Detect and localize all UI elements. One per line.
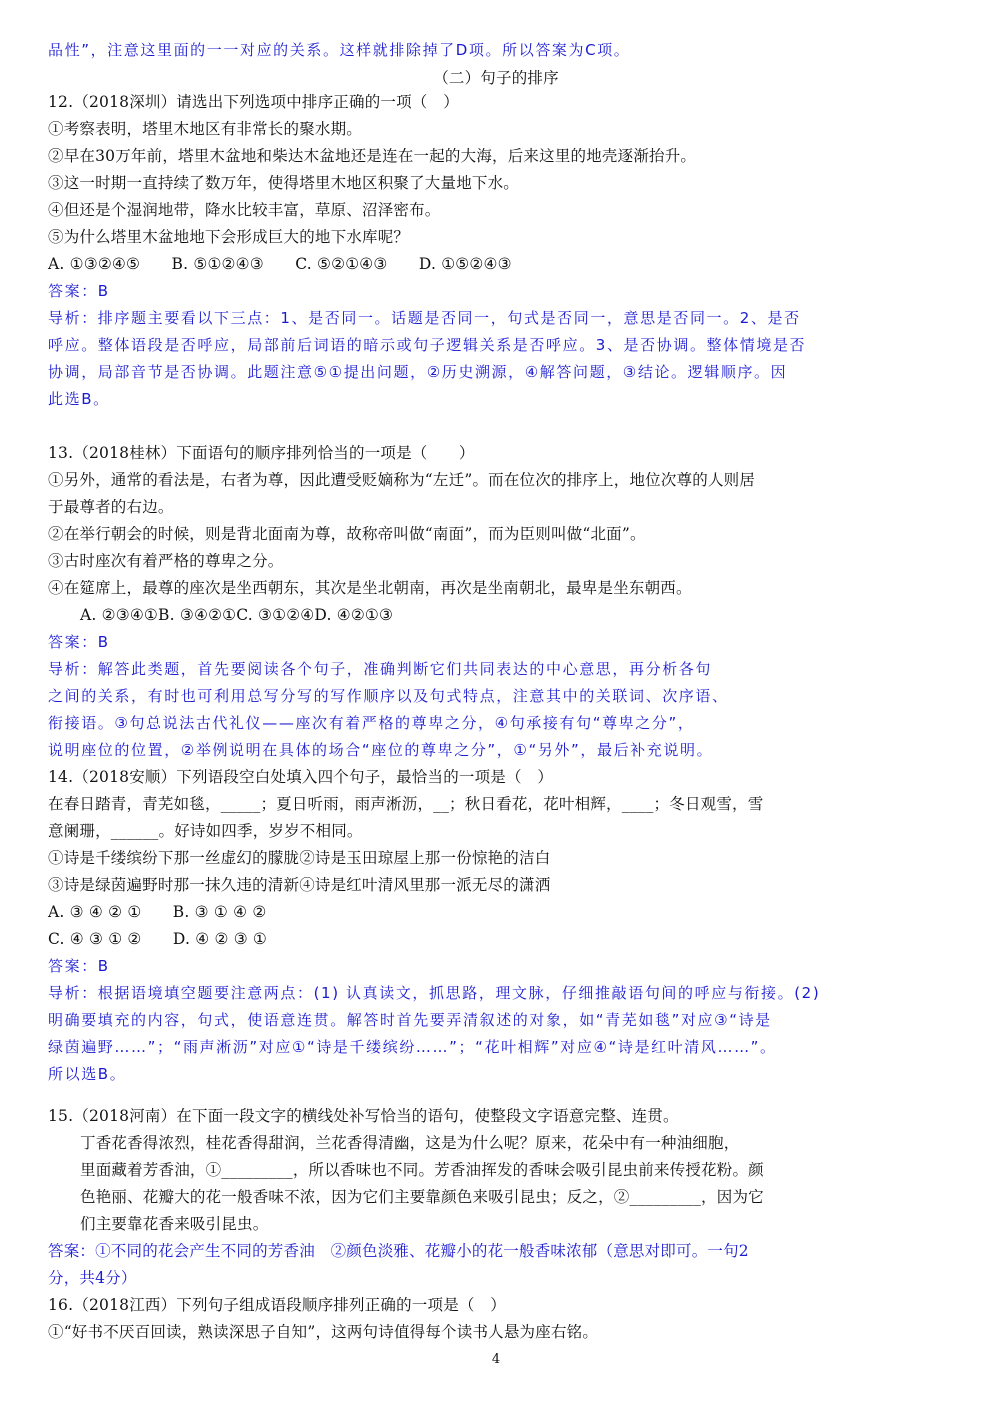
text-line: ④在筵席上，最尊的座次是坐西朝东，其次是坐北朝南，再次是坐南朝北，最卑是坐东朝西。 [48,579,692,597]
text-line: 里面藏着芳香油，①_________，所以香味也不同。芳香油挥发的香味会吸引昆虫前来传授花粉。颜 [80,1161,764,1179]
text-line: 们主要靠花香来吸引昆虫。 [80,1215,269,1233]
text-line: 此选B。 [48,390,110,408]
text-line: ②早在30万年前，塔里木盆地和柴达木盆地还是连在一起的大海，后来这里的地壳逐渐抬升。 [48,147,697,165]
text-line: 13.（2018桂林）下面语句的顺序排列恰当的一项是（ ） [48,444,475,462]
text-line: 导析：排序题主要看以下三点：1、是否同一。话题是否同一，句式是否同一，意思是否同一。2、是否 [48,309,801,327]
text-line: C. ④ ③ ① ② D. ④ ② ③ ① [48,930,268,948]
text-line: 说明座位的位置，②举例说明在具体的场合“座位的尊卑之分”，①“另外”，最后补充说明。 [48,741,714,759]
page-number: 4 [491,1352,501,1367]
text-line: 呼应。整体语段是否呼应，局部前后词语的暗示或句子逻辑关系是否呼应。3、是否协调。整体情境是否 [48,336,807,354]
text-line: ①考察表明，塔里木地区有非常长的聚水期。 [48,120,363,138]
text-line: 所以选B。 [48,1065,127,1083]
text-line: 协调，局部音节是否协调。此题注意⑤①提出问题，②历史溯源，④解答问题，③结论。逻辑顺序。因 [48,363,788,381]
text-line: 14.（2018安顺）下列语段空白处填入四个句子，最恰当的一项是（ ） [48,768,554,786]
text-line: 于最尊者的右边。 [48,498,174,516]
text-line: 16.（2018江西）下列句子组成语段顺序排列正确的一项是（ ） [48,1296,506,1314]
text-line: ①“好书不厌百回读，熟读深思子自知”，这两句诗值得每个读书人悬为座右铭。 [48,1323,599,1341]
text-line: 衔接语。③句总说法古代礼仪——座次有着严格的尊卑之分，④句承接有句“尊卑之分”， [48,714,695,732]
text-line: ①诗是千缕缤纷下那一丝虚幻的朦胧②诗是玉田琼屋上那一份惊艳的洁白 [48,849,551,867]
text-line: 色艳丽、花瓣大的花一般香味不浓，因为它们主要靠颜色来吸引昆虫；反之，②_________，因为它 [80,1188,764,1206]
text-line: 分，共4分） [48,1269,137,1287]
text-line: A. ①③②④⑤ B. ⑤①②④③ C. ⑤②①④③ D. ①⑤②④③ [48,255,512,273]
text-line: 绿茵遍野……”；“雨声淅沥”对应①“诗是千缕缤纷……”；“花叶相辉”对应④“诗是红叶清风……”。 [48,1038,777,1056]
text-line: ①另外，通常的看法是，右者为尊，因此遭受贬嫡称为“左迁”。而在位次的排序上，地位次尊的人则居 [48,471,756,489]
text-line: 导析：根据语境填空题要注意两点：(1) 认真读文，抓思路，理文脉，仔细推敲语句间的呼应与衔接。(2) [48,984,821,1002]
text-line: ②在举行朝会的时候，则是背北面南为尊，故称帝叫做“南面”，而为臣则叫做“北面”。 [48,525,646,543]
text-line: 15.（2018河南）在下面一段文字的横线处补写恰当的语句，使整段文字语意完整、连贯。 [48,1107,679,1125]
text-line: ③这一时期一直持续了数万年，使得塔里木地区积聚了大量地下水。 [48,174,520,192]
text-line: 在春日踏青，青芜如毯，_____；夏日听雨，雨声淅沥，__；秋日看花，花叶相辉，____；冬日观雪，雪 [48,795,764,813]
text-line: 明确要填充的内容，句式，使语意连贯。解答时首先要弄清叙述的对象，如“青芜如毯”对应③“诗是 [48,1011,772,1029]
text-line: 答案：B [48,282,110,300]
text-line: 12.（2018深圳）请选出下列选项中排序正确的一项（ ） [48,93,459,111]
text-line: ⑤为什么塔里木盆地地下会形成巨大的地下水库呢？ [48,228,410,246]
text-line: 之间的关系，有时也可利用总写分写的写作顺序以及句式特点，注意其中的关联词、次序语、 [48,687,729,705]
text-line: A. ③ ④ ② ① B. ③ ① ④ ② [48,903,267,921]
text-line: 答案：B [48,633,110,651]
text-line: 意阑珊，______。好诗如四季，岁岁不相同。 [48,822,363,840]
text-line: 答案：B [48,957,110,975]
text-line: A. ②③④①B. ③④②①C. ③①②④D. ④②①③ [80,606,394,624]
text-line: 导析：解答此类题，首先要阅读各个句子，准确判断它们共同表达的中心意思，再分析各句 [48,660,713,678]
text-line: 品性”，注意这里面的一一对应的关系。这样就排除掉了D项。所以答案为C项。 [48,41,631,59]
text-line: ④但还是个湿润地带，降水比较丰富，草原、沼泽密布。 [48,201,441,219]
text-line: 答案：①不同的花会产生不同的芳香油 ②颜色淡雅、花瓣小的花一般香味浓郁（意思对即可。一句2 [48,1242,749,1260]
text-line: （二）句子的排序 [433,69,559,87]
text-line: ③古时座次有着严格的尊卑之分。 [48,552,284,570]
text-line: 丁香花香得浓烈，桂花香得甜润，兰花香得清幽，这是为什么呢？原来，花朵中有一种油细胞， [80,1134,740,1152]
text-line: ③诗是绿茵遍野时那一抹久违的清新④诗是红叶清风里那一派无尽的潇洒 [48,876,551,894]
